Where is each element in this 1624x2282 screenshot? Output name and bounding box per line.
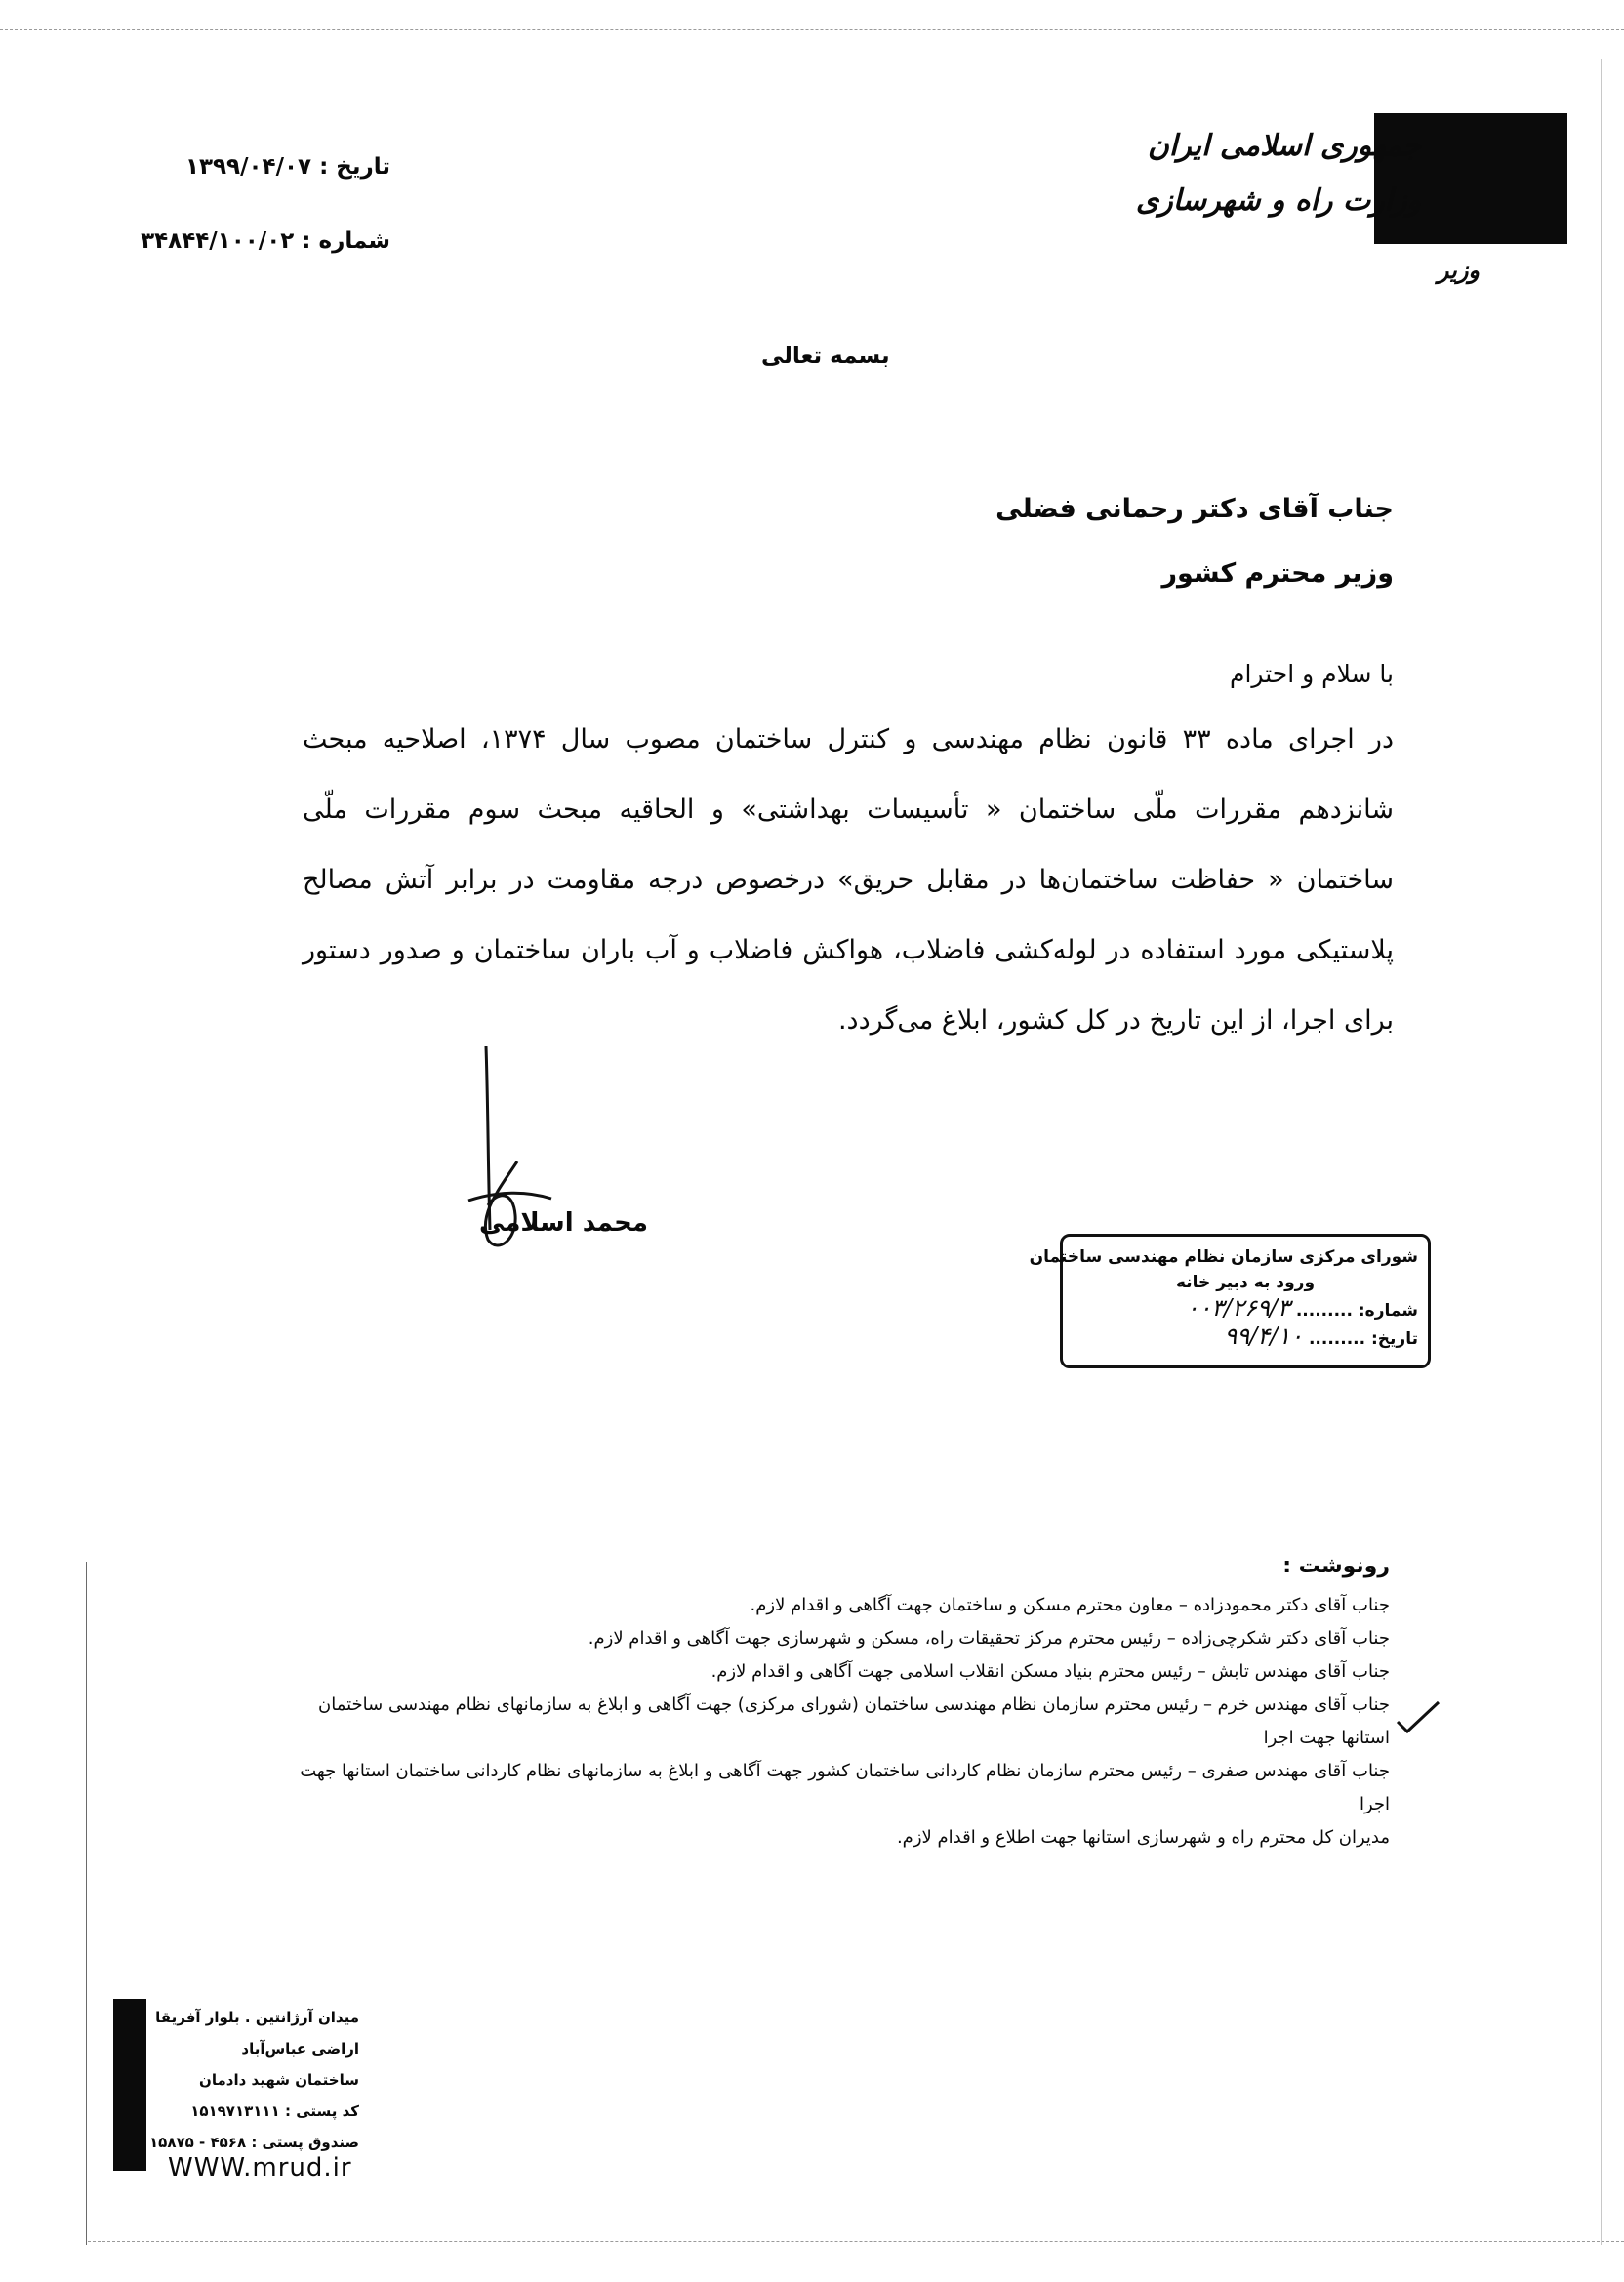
stamp-org: شورای مرکزی سازمان نظام مهندسی ساختمان — [1029, 1247, 1418, 1267]
cc-list — [287, 1589, 1390, 1854]
date-label: تاریخ : — [319, 154, 390, 180]
footer-po-box: صندوق پستی : ۴۵۶۸ - ۱۵۸۷۵ — [149, 2134, 359, 2151]
stamp-number-label: شماره: — [1358, 1301, 1418, 1321]
letterhead-country: جمهوری اسلامی ایران — [1147, 129, 1421, 163]
basmala: بسمه تعالی — [761, 344, 890, 369]
footer-address-2: اراضی عباس‌آباد — [241, 2040, 359, 2058]
number-label: شماره : — [302, 228, 390, 254]
minister-tag: وزیر — [1437, 256, 1480, 284]
date-line — [185, 154, 390, 180]
footer-address-1: میدان آرژانتین . بلوار آفریقا — [155, 2009, 359, 2026]
cc-item: جناب آقای مهندس تابش – رئیس محترم بنیاد مسکن انقلاب اسلامی جهت آگاهی و اقدام لازم. — [710, 1661, 1390, 1682]
cc-item: مدیران کل محترم راه و شهرسازی استانها جهت اطلاع و اقدام لازم. — [896, 1827, 1390, 1848]
footer-address-3: ساختمان شهید دادمان — [199, 2071, 359, 2089]
stamp-date-row: تاریخ: ......... ۹۹/۴/۱۰ — [1224, 1323, 1418, 1350]
cc-item: جناب آقای دکتر محمودزاده – معاون محترم مسکن و ساختمان جهت آگاهی و اقدام لازم. — [750, 1595, 1390, 1615]
greeting: با سلام و احترام — [1230, 660, 1394, 688]
footer-website: WWW.mrud.ir — [168, 2153, 352, 2182]
signer-name: محمد اسلامی — [479, 1208, 648, 1238]
stamp-date-label: تاریخ: — [1371, 1329, 1418, 1349]
letter-body: در اجرای ماده ۳۳ قانون نظام مهندسی و کنترل ساختمان مصوب سال ۱۳۷۴، اصلاحیه مبحث شانزدهم مقررات ملّی ساختمان « تأسیسات بهداشتی» و الحاقیه مبحث سوم مقررات ملّی ساختمان « حفاظت ساختمان‌ها در مقابل حریق» درخصوص درجه مقاومت در برابر آتش مصالح پلاستیکی مورد استفاده در لوله‌کشی فاضلاب، هواکش فاضلاب و آب باران ساختمان و صدور دستور برای اجرا، از این تاریخ در کل کشور، ابلاغ می‌گردد. — [303, 724, 1394, 1036]
number-value: ۳۴۸۴۴/۱۰۰/۰۲ — [141, 228, 295, 254]
cc-item: جناب آقای دکتر شکرچی‌زاده – رئیس محترم مرکز تحقیقات راه، مسکن و شهرسازی جهت آگاهی و اقدام لازم. — [588, 1628, 1390, 1649]
checkmark-icon — [1394, 1698, 1442, 1737]
registration-stamp — [1029, 1234, 1431, 1368]
scan-border-bottom — [88, 2241, 1624, 2242]
letterhead-ministry: وزارت راه و شهرسازی — [1135, 183, 1421, 218]
stamp-subtitle: ورود به دبیر خانه — [1175, 1273, 1316, 1292]
scan-border-left — [86, 1562, 87, 2245]
stamp-date-value: ۹۹/۴/۱۰ — [1224, 1323, 1304, 1350]
stamp-number-row: شماره: ......... ۰۰۳/۲۶۹/۳ — [1186, 1294, 1418, 1322]
footer-black-bar — [113, 1999, 146, 2171]
scan-border-right — [1601, 59, 1602, 2245]
recipient-name: جناب آقای دکتر رحمانی فضلی — [995, 494, 1394, 524]
cc-item: جناب آقای مهندس صفری – رئیس محترم سازمان نظام کاردانی ساختمان کشور جهت آگاهی و ابلاغ به سازمانهای نظام کاردانی ساختمان استانها جهت اجرا — [300, 1761, 1390, 1814]
recipient-title: وزیر محترم کشور — [1161, 558, 1394, 589]
cc-title: رونوشت : — [1282, 1554, 1390, 1578]
stamp-number-value: ۰۰۳/۲۶۹/۳ — [1186, 1294, 1290, 1322]
letterhead — [1136, 119, 1421, 228]
scan-border-top — [0, 29, 1624, 30]
cc-item: جناب آقای مهندس خرم – رئیس محترم سازمان نظام مهندسی ساختمان (شورای مرکزی) جهت آگاهی و ابلاغ به سازمانهای نظام مهندسی ساختمان استانها جهت اجرا — [318, 1694, 1390, 1748]
number-line — [141, 228, 390, 254]
date-value: ۱۳۹۹/۰۴/۰۷ — [184, 154, 312, 180]
footer-postal-code: کد پستی : ۱۵۱۹۷۱۳۱۱۱ — [190, 2102, 359, 2120]
